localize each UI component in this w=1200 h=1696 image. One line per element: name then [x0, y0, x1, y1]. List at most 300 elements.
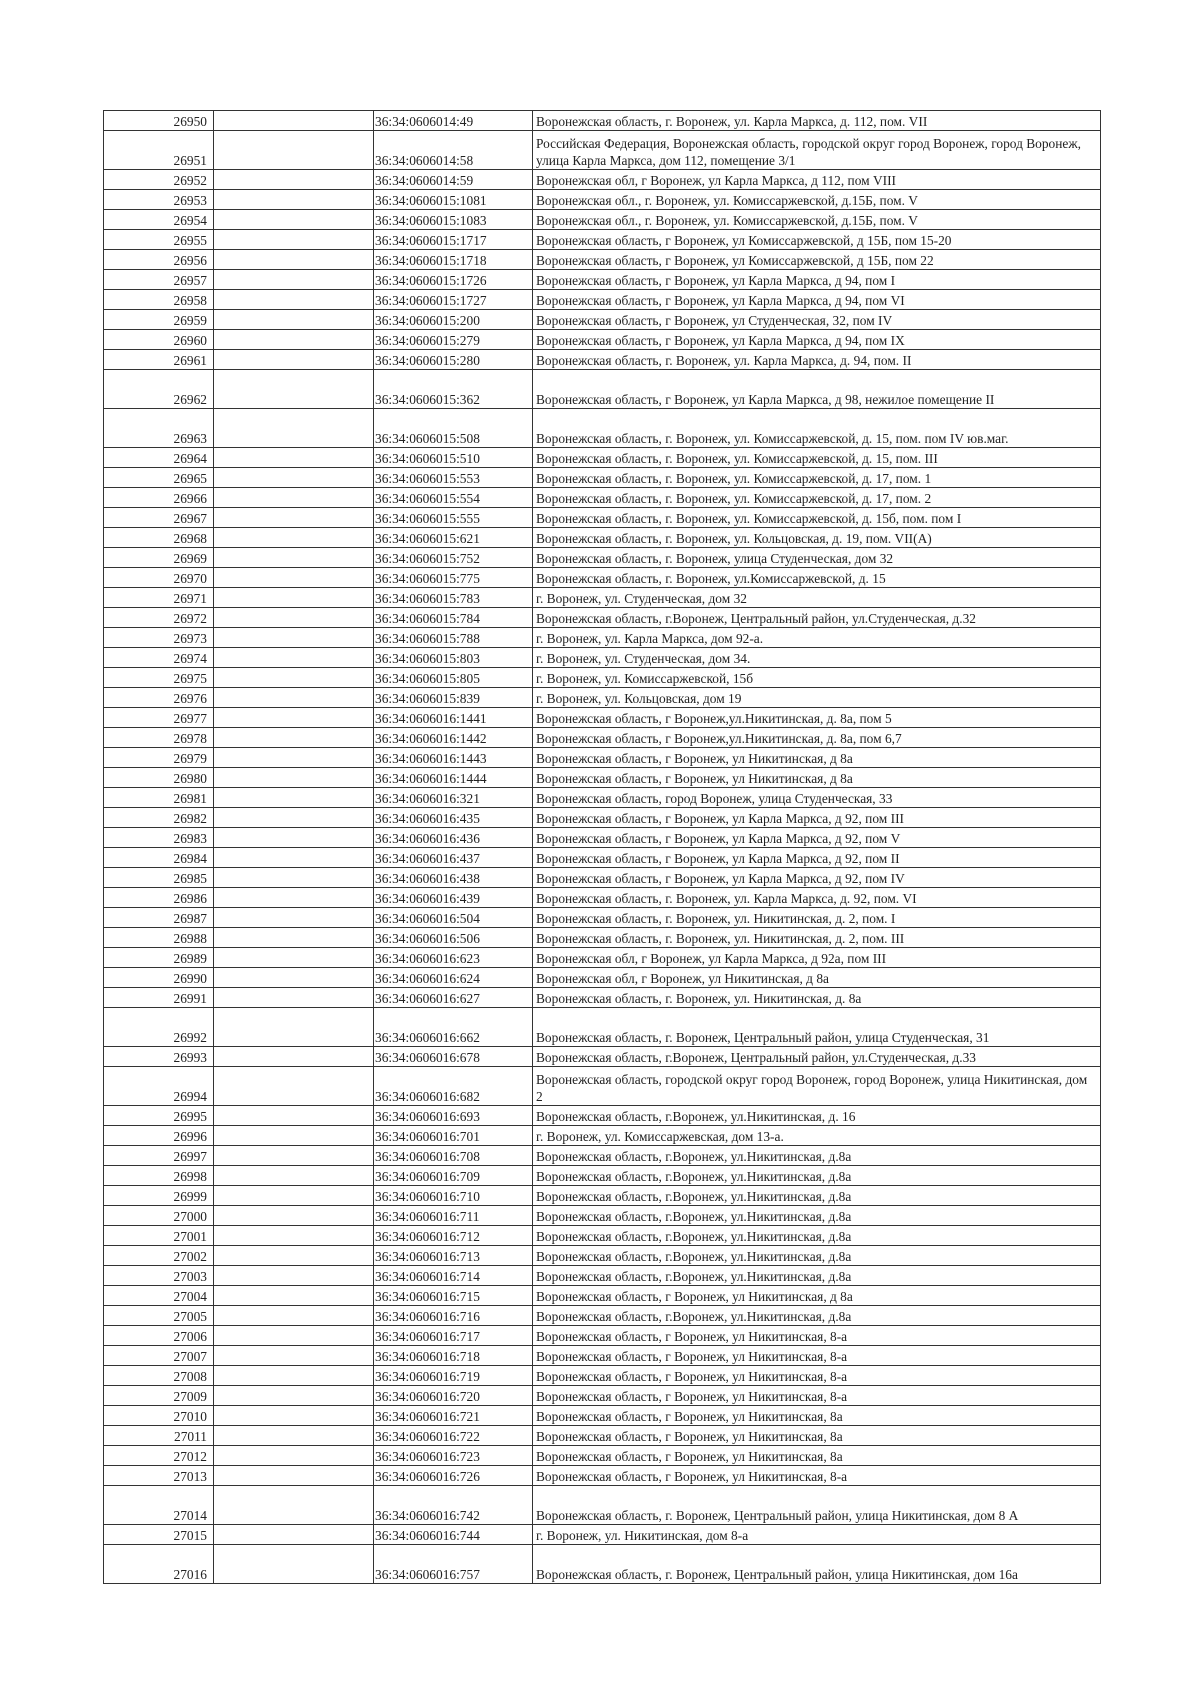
cadastral-number-cell: 36:34:0606016:506 — [374, 928, 533, 948]
row-number-cell: 26979 — [104, 748, 214, 768]
address-cell: Воронежская область, г.Воронеж, Центральный район, ул.Студенческая, д.33 — [533, 1047, 1101, 1067]
table-row — [104, 748, 1101, 768]
table-row — [104, 170, 1101, 190]
row-number-cell: 26986 — [104, 888, 214, 908]
address-cell: Воронежская область, г. Воронеж, ул. Никитинская, д. 2, пом. III — [533, 928, 1101, 948]
row-number-cell: 26988 — [104, 928, 214, 948]
cadastral-number-cell: 36:34:0606015:621 — [374, 528, 533, 548]
row-number-cell: 27008 — [104, 1366, 214, 1386]
table-row — [104, 1266, 1101, 1286]
cadastral-number-cell: 36:34:0606016:714 — [374, 1266, 533, 1286]
address-cell: Воронежская обл., г. Воронеж, ул. Комиссаржевской, д.15Б, пом. V — [533, 210, 1101, 230]
table-row — [104, 928, 1101, 948]
address-cell: Воронежская область, г. Воронеж, Центральный район, улица Никитинская, дом 16а — [533, 1545, 1101, 1584]
empty-cell-cell — [214, 648, 374, 668]
cadastral-number-cell: 36:34:0606016:682 — [374, 1067, 533, 1106]
cadastral-number-cell: 36:34:0606016:662 — [374, 1008, 533, 1047]
address-cell: Воронежская область, г Воронеж, ул Никитинская, 8-а — [533, 1326, 1101, 1346]
row-number-cell: 26962 — [104, 370, 214, 409]
address-cell: Воронежская область, г Воронеж, ул Карла Маркса, д 92, пом V — [533, 828, 1101, 848]
address-cell: Воронежская область, г.Воронеж, ул.Никитинская, д.8а — [533, 1306, 1101, 1326]
table-row — [104, 409, 1101, 448]
address-cell: Воронежская область, г Воронеж, ул Никитинская, 8-а — [533, 1346, 1101, 1366]
cadastral-number-cell: 36:34:0606016:504 — [374, 908, 533, 928]
cadastral-number-cell: 36:34:0606016:718 — [374, 1346, 533, 1366]
empty-cell-cell — [214, 1545, 374, 1584]
address-cell: Воронежская область, г Воронеж, ул Никитинская, 8-а — [533, 1386, 1101, 1406]
empty-cell-cell — [214, 728, 374, 748]
address-cell: Воронежская область, г.Воронеж, ул.Никитинская, д.8а — [533, 1146, 1101, 1166]
table-row — [104, 668, 1101, 688]
cadastral-number-cell: 36:34:0606014:58 — [374, 131, 533, 170]
address-cell: Воронежская область, г Воронеж, ул Карла Маркса, д 98, нежилое помещение II — [533, 370, 1101, 409]
address-cell: Воронежская область, г Воронеж, ул Студенческая, 32, пом IV — [533, 310, 1101, 330]
table-row — [104, 350, 1101, 370]
row-number-cell: 27001 — [104, 1226, 214, 1246]
address-cell: Воронежская область, г. Воронеж, ул. Карла Маркса, д. 112, пом. VII — [533, 111, 1101, 131]
empty-cell-cell — [214, 888, 374, 908]
empty-cell-cell — [214, 1525, 374, 1545]
table-row — [104, 1326, 1101, 1346]
empty-cell-cell — [214, 1426, 374, 1446]
row-number-cell: 26995 — [104, 1106, 214, 1126]
row-number-cell: 26966 — [104, 488, 214, 508]
row-number-cell: 27004 — [104, 1286, 214, 1306]
empty-cell-cell — [214, 748, 374, 768]
empty-cell-cell — [214, 1266, 374, 1286]
cadastral-number-cell: 36:34:0606015:200 — [374, 310, 533, 330]
table-row — [104, 828, 1101, 848]
row-number-cell: 27012 — [104, 1446, 214, 1466]
row-number-cell: 26982 — [104, 808, 214, 828]
empty-cell-cell — [214, 448, 374, 468]
table-row — [104, 1346, 1101, 1366]
address-cell: Воронежская область, г.Воронеж, ул.Никитинская, д.8а — [533, 1166, 1101, 1186]
cadastral-number-cell: 36:34:0606015:803 — [374, 648, 533, 668]
row-number-cell: 26965 — [104, 468, 214, 488]
table-row — [104, 1406, 1101, 1426]
cadastral-number-cell: 36:34:0606015:553 — [374, 468, 533, 488]
row-number-cell: 27014 — [104, 1486, 214, 1525]
address-cell: Воронежская область, город Воронеж, улица Студенческая, 33 — [533, 788, 1101, 808]
cadastral-number-cell: 36:34:0606016:720 — [374, 1386, 533, 1406]
cadastral-number-cell: 36:34:0606015:280 — [374, 350, 533, 370]
table-row — [104, 968, 1101, 988]
address-cell: Воронежская область, г Воронеж, ул Комиссаржевской, д 15Б, пом 15-20 — [533, 230, 1101, 250]
row-number-cell: 26996 — [104, 1126, 214, 1146]
cadastral-number-cell: 36:34:0606015:775 — [374, 568, 533, 588]
address-cell: Воронежская область, г. Воронеж, ул. Никитинская, д. 2, пом. I — [533, 908, 1101, 928]
address-cell: Воронежская область, г. Воронеж, ул. Карла Маркса, д. 92, пом. VI — [533, 888, 1101, 908]
cadastral-number-cell: 36:34:0606016:1444 — [374, 768, 533, 788]
table-row — [104, 548, 1101, 568]
row-number-cell: 26951 — [104, 131, 214, 170]
row-number-cell: 26976 — [104, 688, 214, 708]
address-cell: Воронежская область, г Воронеж,ул.Никитинская, д. 8а, пом 6,7 — [533, 728, 1101, 748]
row-number-cell: 26969 — [104, 548, 214, 568]
table-row — [104, 1286, 1101, 1306]
address-cell: г. Воронеж, ул. Студенческая, дом 32 — [533, 588, 1101, 608]
empty-cell-cell — [214, 1286, 374, 1306]
empty-cell-cell — [214, 868, 374, 888]
row-number-cell: 26990 — [104, 968, 214, 988]
row-number-cell: 26957 — [104, 270, 214, 290]
cadastral-number-cell: 36:34:0606015:1726 — [374, 270, 533, 290]
address-cell: Воронежская область, г. Воронеж, ул. Комиссаржевской, д. 15б, пом. пом I — [533, 508, 1101, 528]
empty-cell-cell — [214, 250, 374, 270]
row-number-cell: 26999 — [104, 1186, 214, 1206]
table-row — [104, 1446, 1101, 1466]
empty-cell-cell — [214, 1166, 374, 1186]
cadastral-number-cell: 36:34:0606015:788 — [374, 628, 533, 648]
empty-cell-cell — [214, 1306, 374, 1326]
empty-cell-cell — [214, 808, 374, 828]
empty-cell-cell — [214, 828, 374, 848]
table-row — [104, 370, 1101, 409]
table-row — [104, 588, 1101, 608]
row-number-cell: 26985 — [104, 868, 214, 888]
empty-cell-cell — [214, 1366, 374, 1386]
table-row — [104, 1126, 1101, 1146]
row-number-cell: 26984 — [104, 848, 214, 868]
table-row — [104, 230, 1101, 250]
address-cell: Воронежская область, г Воронеж, ул Никитинская, 8а — [533, 1406, 1101, 1426]
cadastral-number-cell: 36:34:0606016:757 — [374, 1545, 533, 1584]
row-number-cell: 26998 — [104, 1166, 214, 1186]
cadastral-number-cell: 36:34:0606016:721 — [374, 1406, 533, 1426]
empty-cell-cell — [214, 468, 374, 488]
cadastral-number-cell: 36:34:0606016:713 — [374, 1246, 533, 1266]
address-cell: Воронежская область, г.Воронеж, ул.Никитинская, д.8а — [533, 1266, 1101, 1286]
cadastral-number-cell: 36:34:0606015:1083 — [374, 210, 533, 230]
row-number-cell: 26967 — [104, 508, 214, 528]
row-number-cell: 27005 — [104, 1306, 214, 1326]
empty-cell-cell — [214, 768, 374, 788]
empty-cell-cell — [214, 350, 374, 370]
cadastral-number-cell: 36:34:0606015:510 — [374, 448, 533, 468]
table-row — [104, 568, 1101, 588]
address-cell: Воронежская область, г Воронеж, ул Никитинская, д 8а — [533, 748, 1101, 768]
row-number-cell: 26958 — [104, 290, 214, 310]
table-row — [104, 808, 1101, 828]
cadastral-number-cell: 36:34:0606016:624 — [374, 968, 533, 988]
table-row — [104, 270, 1101, 290]
table-row — [104, 1186, 1101, 1206]
address-cell: Воронежская область, г Воронеж, ул Никитинская, д 8а — [533, 768, 1101, 788]
table-row — [104, 1008, 1101, 1047]
address-cell: Воронежская область, г Воронеж, ул Никитинская, 8а — [533, 1446, 1101, 1466]
address-cell: Воронежская область, г. Воронеж, Центральный район, улица Студенческая, 31 — [533, 1008, 1101, 1047]
row-number-cell: 27002 — [104, 1246, 214, 1266]
table-row — [104, 868, 1101, 888]
empty-cell-cell — [214, 190, 374, 210]
table-row — [104, 448, 1101, 468]
cadastral-number-cell: 36:34:0606016:742 — [374, 1486, 533, 1525]
cadastral-number-cell: 36:34:0606016:722 — [374, 1426, 533, 1446]
cadastral-number-cell: 36:34:0606015:554 — [374, 488, 533, 508]
row-number-cell: 26960 — [104, 330, 214, 350]
empty-cell-cell — [214, 588, 374, 608]
table-row — [104, 1226, 1101, 1246]
table-row — [104, 1366, 1101, 1386]
table-row — [104, 250, 1101, 270]
cadastral-number-cell: 36:34:0606015:839 — [374, 688, 533, 708]
address-cell: Воронежская область, г. Воронеж, ул. Комиссаржевской, д. 17, пом. 1 — [533, 468, 1101, 488]
cadastral-number-cell: 36:34:0606016:627 — [374, 988, 533, 1008]
table-row — [104, 788, 1101, 808]
cadastral-number-cell: 36:34:0606016:708 — [374, 1146, 533, 1166]
table-row — [104, 488, 1101, 508]
address-cell: Воронежская область, г. Воронеж, улица Студенческая, дом 32 — [533, 548, 1101, 568]
cadastral-number-cell: 36:34:0606015:1718 — [374, 250, 533, 270]
address-cell: Воронежская область, г. Воронеж, ул. Никитинская, д. 8а — [533, 988, 1101, 1008]
address-cell: Воронежская область, г. Воронеж, ул.Комиссаржевской, д. 15 — [533, 568, 1101, 588]
table-row — [104, 1067, 1101, 1106]
row-number-cell: 26956 — [104, 250, 214, 270]
table-row — [104, 210, 1101, 230]
cadastral-number-cell: 36:34:0606016:439 — [374, 888, 533, 908]
address-cell: Воронежская область, г Воронеж, ул Комиссаржевской, д 15Б, пом 22 — [533, 250, 1101, 270]
row-number-cell: 26993 — [104, 1047, 214, 1067]
cadastral-number-cell: 36:34:0606016:712 — [374, 1226, 533, 1246]
empty-cell-cell — [214, 310, 374, 330]
row-number-cell: 27010 — [104, 1406, 214, 1426]
cadastral-number-cell: 36:34:0606015:1717 — [374, 230, 533, 250]
row-number-cell: 26964 — [104, 448, 214, 468]
cadastral-number-cell: 36:34:0606015:279 — [374, 330, 533, 350]
cadastral-number-cell: 36:34:0606016:726 — [374, 1466, 533, 1486]
cadastral-number-cell: 36:34:0606015:1727 — [374, 290, 533, 310]
address-cell: Воронежская область, г Воронеж, ул Карла Маркса, д 92, пом II — [533, 848, 1101, 868]
address-cell: Воронежская область, г Воронеж, ул Карла Маркса, д 92, пом IV — [533, 868, 1101, 888]
row-number-cell: 26994 — [104, 1067, 214, 1106]
empty-cell-cell — [214, 1008, 374, 1047]
empty-cell-cell — [214, 1486, 374, 1525]
address-cell: Воронежская область, г. Воронеж, ул. Комиссаржевской, д. 15, пом. пом IV юв.маг. — [533, 409, 1101, 448]
empty-cell-cell — [214, 1326, 374, 1346]
table-row — [104, 628, 1101, 648]
address-cell: Воронежская область, г. Воронеж, Центральный район, улица Никитинская, дом 8 А — [533, 1486, 1101, 1525]
row-number-cell: 26977 — [104, 708, 214, 728]
cadastral-number-cell: 36:34:0606015:784 — [374, 608, 533, 628]
table-row — [104, 290, 1101, 310]
address-cell: Воронежская область, г Воронеж, ул Никитинская, 8-а — [533, 1466, 1101, 1486]
empty-cell-cell — [214, 708, 374, 728]
empty-cell-cell — [214, 370, 374, 409]
table-row — [104, 1525, 1101, 1545]
row-number-cell: 27009 — [104, 1386, 214, 1406]
table-row — [104, 1545, 1101, 1584]
table-row — [104, 1246, 1101, 1266]
cadastral-number-cell: 36:34:0606016:437 — [374, 848, 533, 868]
row-number-cell: 26955 — [104, 230, 214, 250]
empty-cell-cell — [214, 1226, 374, 1246]
empty-cell-cell — [214, 688, 374, 708]
address-cell: Воронежская область, г. Воронеж, ул. Кольцовская, д. 19, пом. VII(А) — [533, 528, 1101, 548]
table-row — [104, 528, 1101, 548]
table-row — [104, 1206, 1101, 1226]
table-row — [104, 131, 1101, 170]
table-row — [104, 1106, 1101, 1126]
registry-table — [103, 110, 1101, 1584]
address-cell: г. Воронеж, ул. Никитинская, дом 8-а — [533, 1525, 1101, 1545]
row-number-cell: 27007 — [104, 1346, 214, 1366]
address-cell: г. Воронеж, ул. Карла Маркса, дом 92-а. — [533, 628, 1101, 648]
row-number-cell: 27013 — [104, 1466, 214, 1486]
address-cell: Воронежская область, г. Воронеж, ул. Карла Маркса, д. 94, пом. II — [533, 350, 1101, 370]
table-row — [104, 608, 1101, 628]
empty-cell-cell — [214, 1106, 374, 1126]
row-number-cell: 26987 — [104, 908, 214, 928]
cadastral-number-cell: 36:34:0606016:321 — [374, 788, 533, 808]
address-cell: Воронежская область, г.Воронеж, Центральный район, ул.Студенческая, д.32 — [533, 608, 1101, 628]
table-row — [104, 468, 1101, 488]
empty-cell-cell — [214, 409, 374, 448]
table-row — [104, 111, 1101, 131]
row-number-cell: 27000 — [104, 1206, 214, 1226]
cadastral-number-cell: 36:34:0606016:436 — [374, 828, 533, 848]
empty-cell-cell — [214, 1146, 374, 1166]
row-number-cell: 26975 — [104, 668, 214, 688]
empty-cell-cell — [214, 230, 374, 250]
empty-cell-cell — [214, 1067, 374, 1106]
table-row — [104, 648, 1101, 668]
row-number-cell: 27016 — [104, 1545, 214, 1584]
row-number-cell: 26973 — [104, 628, 214, 648]
table-row — [104, 1426, 1101, 1446]
empty-cell-cell — [214, 908, 374, 928]
cadastral-number-cell: 36:34:0606016:723 — [374, 1446, 533, 1466]
cadastral-number-cell: 36:34:0606016:678 — [374, 1047, 533, 1067]
empty-cell-cell — [214, 1206, 374, 1226]
table-row — [104, 948, 1101, 968]
empty-cell-cell — [214, 1246, 374, 1266]
table-row — [104, 768, 1101, 788]
address-cell: г. Воронеж, ул. Кольцовская, дом 19 — [533, 688, 1101, 708]
empty-cell-cell — [214, 548, 374, 568]
address-cell: Воронежская область, г.Воронеж, ул.Никитинская, д.8а — [533, 1186, 1101, 1206]
row-number-cell: 26971 — [104, 588, 214, 608]
cadastral-number-cell: 36:34:0606016:719 — [374, 1366, 533, 1386]
empty-cell-cell — [214, 330, 374, 350]
empty-cell-cell — [214, 788, 374, 808]
cadastral-number-cell: 36:34:0606016:438 — [374, 868, 533, 888]
row-number-cell: 26981 — [104, 788, 214, 808]
table-row — [104, 728, 1101, 748]
table-row — [104, 330, 1101, 350]
empty-cell-cell — [214, 1047, 374, 1067]
registry-table-body — [104, 111, 1101, 1584]
empty-cell-cell — [214, 608, 374, 628]
row-number-cell: 26950 — [104, 111, 214, 131]
table-row — [104, 848, 1101, 868]
cadastral-number-cell: 36:34:0606015:805 — [374, 668, 533, 688]
address-cell: г. Воронеж, ул. Студенческая, дом 34. — [533, 648, 1101, 668]
cadastral-number-cell: 36:34:0606015:783 — [374, 588, 533, 608]
empty-cell-cell — [214, 1446, 374, 1466]
table-row — [104, 688, 1101, 708]
table-row — [104, 1486, 1101, 1525]
row-number-cell: 26954 — [104, 210, 214, 230]
address-cell: Воронежская область, г.Воронеж, ул.Никитинская, д.8а — [533, 1246, 1101, 1266]
row-number-cell: 26963 — [104, 409, 214, 448]
row-number-cell: 26989 — [104, 948, 214, 968]
cadastral-number-cell: 36:34:0606015:555 — [374, 508, 533, 528]
address-cell: Воронежская область, г Воронеж, ул Карла Маркса, д 94, пом IX — [533, 330, 1101, 350]
empty-cell-cell — [214, 668, 374, 688]
row-number-cell: 26991 — [104, 988, 214, 1008]
empty-cell-cell — [214, 928, 374, 948]
row-number-cell: 26980 — [104, 768, 214, 788]
row-number-cell: 26968 — [104, 528, 214, 548]
cadastral-number-cell: 36:34:0606016:710 — [374, 1186, 533, 1206]
table-row — [104, 708, 1101, 728]
address-cell: Воронежская область, г Воронеж, ул Карла Маркса, д 92, пом III — [533, 808, 1101, 828]
empty-cell-cell — [214, 131, 374, 170]
empty-cell-cell — [214, 270, 374, 290]
empty-cell-cell — [214, 488, 374, 508]
empty-cell-cell — [214, 1406, 374, 1426]
cadastral-number-cell: 36:34:0606015:1081 — [374, 190, 533, 210]
table-row — [104, 888, 1101, 908]
address-cell: г. Воронеж, ул. Комиссаржевской, 15б — [533, 668, 1101, 688]
empty-cell-cell — [214, 210, 374, 230]
row-number-cell: 26972 — [104, 608, 214, 628]
cadastral-number-cell: 36:34:0606014:49 — [374, 111, 533, 131]
empty-cell-cell — [214, 1386, 374, 1406]
table-row — [104, 1047, 1101, 1067]
table-row — [104, 1146, 1101, 1166]
table-row — [104, 908, 1101, 928]
cadastral-number-cell: 36:34:0606016:435 — [374, 808, 533, 828]
empty-cell-cell — [214, 111, 374, 131]
address-cell: Воронежская область, г.Воронеж, ул.Никитинская, д. 16 — [533, 1106, 1101, 1126]
cadastral-number-cell: 36:34:0606016:701 — [374, 1126, 533, 1146]
address-cell: Воронежская область, городской округ город Воронеж, город Воронеж, улица Никитинская, дом 2 — [533, 1067, 1101, 1106]
address-cell: Воронежская область, г Воронеж, ул Никитинская, 8-а — [533, 1366, 1101, 1386]
table-row — [104, 1166, 1101, 1186]
empty-cell-cell — [214, 528, 374, 548]
row-number-cell: 27015 — [104, 1525, 214, 1545]
cadastral-number-cell: 36:34:0606016:1443 — [374, 748, 533, 768]
row-number-cell: 26978 — [104, 728, 214, 748]
cadastral-number-cell: 36:34:0606016:711 — [374, 1206, 533, 1226]
empty-cell-cell — [214, 1346, 374, 1366]
cadastral-number-cell: 36:34:0606016:715 — [374, 1286, 533, 1306]
table-row — [104, 1306, 1101, 1326]
address-cell: Воронежская обл, г Воронеж, ул Карла Маркса, д 92а, пом III — [533, 948, 1101, 968]
cadastral-number-cell: 36:34:0606016:693 — [374, 1106, 533, 1126]
address-cell: Воронежская обл, г Воронеж, ул Карла Маркса, д 112, пом VIII — [533, 170, 1101, 190]
cadastral-number-cell: 36:34:0606016:716 — [374, 1306, 533, 1326]
table-row — [104, 508, 1101, 528]
row-number-cell: 26983 — [104, 828, 214, 848]
cadastral-number-cell: 36:34:0606016:744 — [374, 1525, 533, 1545]
cadastral-number-cell: 36:34:0606014:59 — [374, 170, 533, 190]
empty-cell-cell — [214, 948, 374, 968]
empty-cell-cell — [214, 988, 374, 1008]
cadastral-number-cell: 36:34:0606015:752 — [374, 548, 533, 568]
empty-cell-cell — [214, 508, 374, 528]
table-row — [104, 310, 1101, 330]
row-number-cell: 26953 — [104, 190, 214, 210]
empty-cell-cell — [214, 1126, 374, 1146]
table-row — [104, 1386, 1101, 1406]
address-cell: Воронежская область, г.Воронеж, ул.Никитинская, д.8а — [533, 1226, 1101, 1246]
empty-cell-cell — [214, 568, 374, 588]
empty-cell-cell — [214, 628, 374, 648]
row-number-cell: 26974 — [104, 648, 214, 668]
